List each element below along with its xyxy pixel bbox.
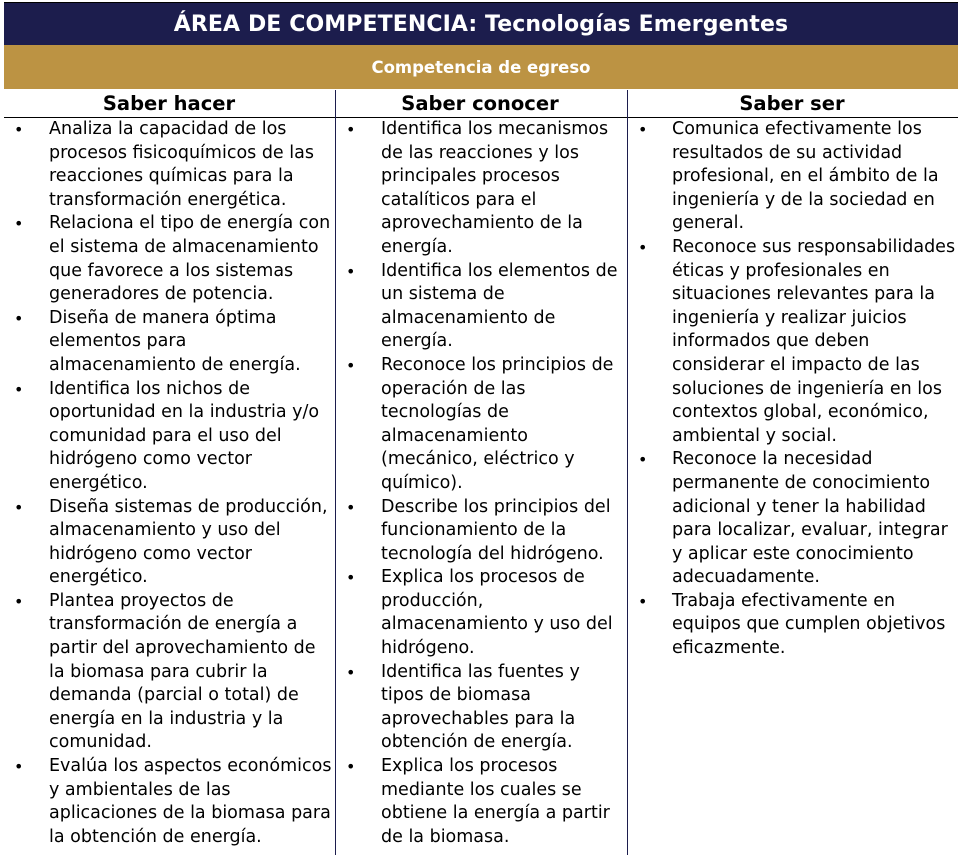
- bullet-icon: •: [346, 497, 356, 517]
- list-item-text: Reconoce los principios de operación de las tecnologías de almacenamiento (mecánico, eléctrico y químico).: [381, 354, 614, 493]
- list-item: [4, 590, 334, 755]
- list-item: [4, 118, 334, 212]
- list-item: [628, 236, 956, 448]
- list-item: [336, 118, 626, 260]
- bullet-icon: •: [14, 757, 24, 777]
- list-item-text: Reconoce sus responsabilidades éticas y profesionales en situaciones relevantes para la ingeniería y realizar juicios informados que deben considerar el impacto de las soluciones de ingeniería en los contextos global, económico, ambiental y social.: [672, 236, 956, 446]
- list-item: [4, 307, 334, 378]
- list-item-text: Diseña sistemas de producción, almacenamiento y uso del hidrógeno como vector energético.: [49, 496, 328, 588]
- list-item-text: Relaciona el tipo de energía con el sistema de almacenamiento que favorece a los sistemas generadores de potencia.: [49, 213, 331, 305]
- column-header-saber-ser: Saber ser: [626, 90, 958, 117]
- list-item-text: Evalúa los aspectos económicos y ambientales de las aplicaciones de la biomasa para la obtención de energía.: [49, 756, 332, 847]
- bullet-icon: •: [14, 308, 24, 328]
- list-item: [628, 118, 956, 236]
- bullet-icon: •: [346, 568, 356, 588]
- list-item: [4, 378, 334, 496]
- column-header-saber-conocer: Saber conocer: [334, 90, 626, 117]
- bullet-icon: •: [346, 662, 356, 682]
- list-item: [628, 590, 956, 661]
- list-item: [336, 566, 626, 660]
- list-item: [628, 448, 956, 590]
- list-item: [4, 755, 334, 849]
- column-saber-conocer: [336, 118, 626, 849]
- bullet-icon: •: [346, 261, 356, 281]
- list-item-text: Analiza la capacidad de los procesos fisicoquímicos de las reacciones químicas para la transformación energética.: [49, 119, 314, 210]
- list-item: [336, 755, 626, 849]
- bullet-icon: •: [346, 355, 356, 375]
- bullet-icon: •: [14, 591, 24, 611]
- list-item: [336, 496, 626, 567]
- list-item-text: Identifica los nichos de oportunidad en la industria y/o comunidad para el uso del hidrógeno como vector energético.: [49, 378, 320, 493]
- list-item-text: Describe los principios del funcionamiento de la tecnología del hidrógeno.: [381, 496, 611, 564]
- list-item-text: Identifica los elementos de un sistema de almacenamiento de energía.: [381, 260, 618, 352]
- bullet-icon: •: [14, 120, 24, 139]
- bullet-icon: •: [638, 591, 648, 611]
- bullet-icon: •: [14, 497, 24, 517]
- list-item: [336, 354, 626, 496]
- list-item-text: Explica los procesos mediante los cuales se obtiene la energía a partir de la biomasa.: [381, 756, 610, 847]
- column-saber-ser: [628, 118, 956, 661]
- bullet-icon: •: [346, 120, 356, 139]
- bullet-icon: •: [346, 757, 356, 777]
- section-subtitle: Competencia de egreso: [4, 45, 958, 89]
- page-title: ÁREA DE COMPETENCIA: Tecnologías Emergentes: [4, 2, 958, 45]
- bullet-icon: •: [638, 120, 648, 139]
- list-item: [4, 212, 334, 306]
- bullet-icon: •: [14, 214, 24, 234]
- bullet-icon: •: [14, 379, 24, 399]
- list-item: [336, 661, 626, 755]
- column-header-saber-hacer: Saber hacer: [4, 90, 334, 117]
- list-item: [4, 496, 334, 590]
- list-item-text: Identifica los mecanismos de las reacciones y los principales procesos catalíticos para el aprovechamiento de la energía.: [381, 119, 609, 257]
- table-header-row: [4, 90, 958, 118]
- list-item-text: Plantea proyectos de transformación de energía a partir del aprovechamiento de la biomasa para cubrir la demanda (parcial o total) de energía en la industria y la comunidad.: [49, 590, 316, 753]
- list-item-text: Explica los procesos de producción, almacenamiento y uso del hidrógeno.: [381, 567, 613, 659]
- list-item-text: Identifica las fuentes y tipos de biomasa aprovechables para la obtención de energía.: [381, 661, 580, 753]
- column-saber-hacer: [4, 118, 334, 849]
- list-item-text: Reconoce la necesidad permanente de conocimiento adicional y tener la habilidad para localizar, evaluar, integrar y aplicar este conocimiento adecuadamente.: [672, 449, 948, 588]
- list-item-text: Comunica efectivamente los resultados de su actividad profesional, en el ámbito de la ingeniería y de la sociedad en general.: [672, 119, 939, 234]
- list-item: [336, 260, 626, 354]
- bullet-icon: •: [638, 450, 648, 470]
- list-item-text: Trabaja efectivamente en equipos que cumplen objetivos eficazmente.: [672, 590, 946, 659]
- list-item-text: Diseña de manera óptima elementos para almacenamiento de energía.: [49, 307, 301, 375]
- bullet-icon: •: [638, 237, 648, 257]
